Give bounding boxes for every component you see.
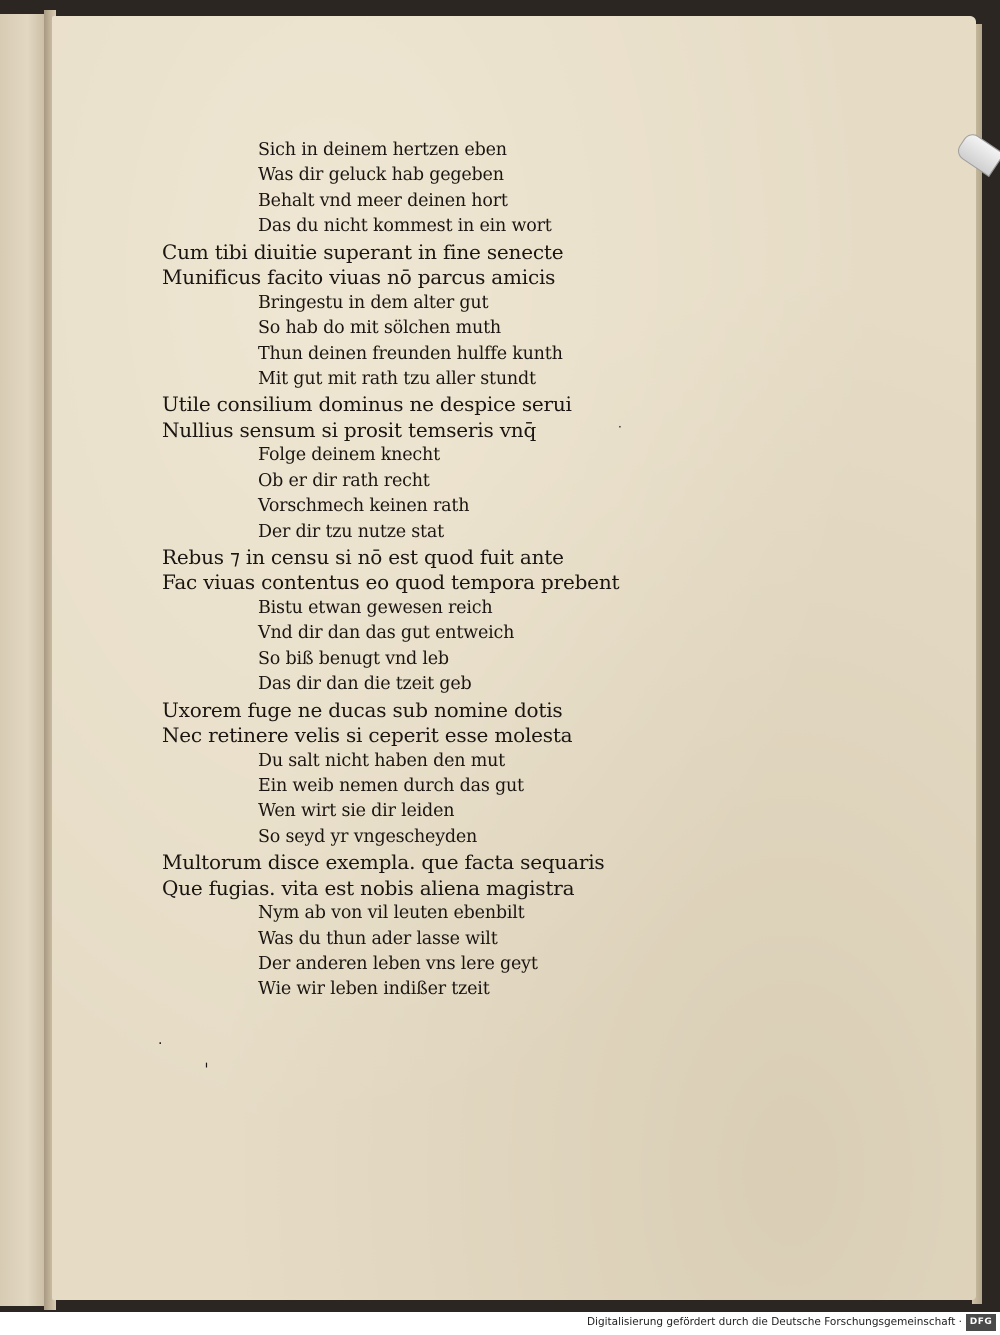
latin-verse-line: Nec retinere velis si ceperit esse molesta: [162, 723, 573, 748]
latin-verse-line: Utile consilium dominus ne despice serui: [162, 392, 572, 417]
german-verse-line: Nym ab von vil leuten ebenbilt: [258, 903, 525, 924]
german-verse-line: Behalt vnd meer deinen hort: [258, 190, 508, 211]
german-verse-line: Was dir geluck hab gegeben: [258, 165, 504, 186]
printed-text-block: [162, 138, 682, 1003]
latin-verse-line: Fac viuas contentus eo quod tempora prebent: [162, 570, 620, 595]
funding-credit: Digitalisierung gefördert durch die Deutsche Forschungsgemeinschaft ·: [586, 1316, 962, 1328]
german-verse-line: Was du thun ader lasse wilt: [258, 928, 498, 949]
latin-verse-line: Rebus ⁊ in censu si nō est quod fuit ante: [162, 545, 564, 569]
german-verse-line: So seyd yr vngescheyden: [258, 826, 478, 847]
german-verse-line: Du salt nicht haben den mut: [258, 750, 505, 771]
german-verse-line: Der dir tzu nutze stat: [258, 521, 444, 542]
stray-ink-mark: ˈ: [204, 1060, 209, 1081]
german-verse-line: So hab do mit sölchen muth: [258, 318, 501, 339]
german-verse-line: So biß benugt vnd leb: [258, 648, 449, 669]
german-verse-line: Ob er dir rath recht: [258, 470, 430, 491]
german-verse-line: Das du nicht kommest in ein wort: [258, 216, 552, 237]
latin-verse-line: Nullius sensum si prosit temseris vnq̄: [162, 417, 537, 442]
german-verse-line: Bistu etwan gewesen reich: [258, 597, 493, 618]
german-verse-line: Vorschmech keinen rath: [258, 496, 470, 517]
footer-bar: [0, 1312, 1000, 1335]
latin-verse-line: Cum tibi diuitie superant in fine senecte: [162, 239, 564, 264]
latin-verse-line: Munificus facito viuas nō parcus amicis: [162, 265, 556, 290]
german-verse-line: Das dir dan die tzeit geb: [258, 674, 472, 695]
stray-ink-mark: ·: [158, 1036, 163, 1052]
german-verse-line: Folge deinem knecht: [258, 445, 440, 466]
german-verse-line: Wen wirt sie dir leiden: [258, 801, 455, 822]
german-verse-line: Ein weib nemen durch das gut: [258, 775, 524, 796]
facing-page-edge: [0, 14, 46, 1306]
latin-verse-line: Que fugias. vita est nobis aliena magistra: [162, 875, 575, 900]
german-verse-line: Wie wir leben indißer tzeit: [258, 979, 490, 1000]
german-verse-line: Bringestu in dem alter gut: [258, 292, 489, 313]
german-verse-line: Vnd dir dan das gut entweich: [258, 623, 515, 644]
german-verse-line: Mit gut mit rath tzu aller stundt: [258, 368, 536, 389]
latin-verse-line: Uxorem fuge ne ducas sub nomine dotis: [162, 697, 563, 722]
german-verse-line: Sich in deinem hertzen eben: [258, 140, 507, 160]
german-verse-line: Der anderen leben vns lere geyt: [258, 954, 538, 974]
stray-ink-mark: ·: [618, 420, 622, 434]
latin-verse-line: Multorum disce exempla. que facta sequaris: [162, 850, 605, 875]
dfg-logo: DFG: [966, 1314, 996, 1331]
german-verse-line: Thun deinen freunden hulffe kunth: [258, 343, 563, 364]
